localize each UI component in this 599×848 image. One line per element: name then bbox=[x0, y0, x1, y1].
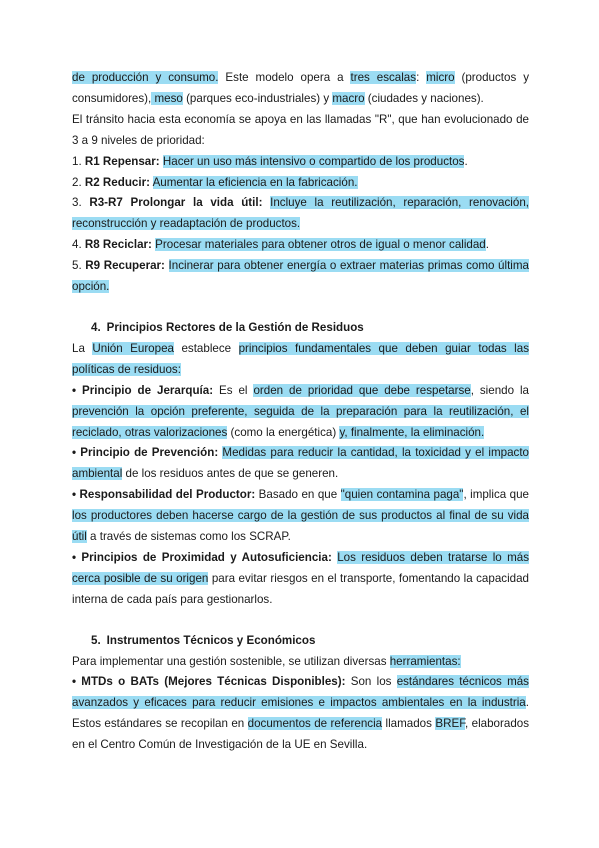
text: , implica que bbox=[463, 488, 529, 502]
highlight: Incinerar para obtener energía o extraer materias primas como última opción. bbox=[72, 259, 529, 294]
text: para evitar riesgos en el transporte, fomentando la capacidad interna de cada país para gestionarlos. bbox=[72, 571, 529, 606]
highlight: orden de prioridad que debe respetarse bbox=[253, 383, 471, 397]
highlight: macro bbox=[332, 91, 365, 105]
highlight: Medidas para reducir la cantidad, la toxicidad y el impacto ambiental bbox=[72, 446, 530, 481]
text: , siendo la bbox=[470, 383, 530, 397]
section-5-intro bbox=[72, 652, 529, 673]
text: . Estos estándares se recopilan en bbox=[72, 696, 529, 731]
text: llamados bbox=[382, 717, 436, 731]
highlight: herramientas: bbox=[389, 654, 461, 668]
r-item-3 bbox=[72, 193, 529, 235]
text: La bbox=[72, 341, 93, 355]
highlight: "quien contamina paga" bbox=[340, 488, 464, 502]
highlight: y, finalmente, la eliminación. bbox=[339, 425, 485, 439]
principle-label: • Principios de Proximidad y Autosuficiencia: bbox=[72, 550, 332, 564]
principle-prevention bbox=[72, 443, 529, 485]
text: (parques eco-industriales) y bbox=[182, 91, 333, 105]
item-label: R9 Recuperar: bbox=[85, 259, 165, 273]
section-5-heading bbox=[72, 631, 529, 652]
item-number: 5. bbox=[72, 259, 86, 273]
r-item-4 bbox=[72, 235, 529, 256]
text: de los residuos antes de que se generen. bbox=[122, 467, 339, 481]
section-title: Instrumentos Técnicos y Económicos bbox=[106, 633, 316, 647]
text: Basado en que bbox=[255, 488, 341, 502]
intro-paragraph bbox=[72, 68, 529, 110]
highlight: Hacer un uso más intensivo o compartido de los productos bbox=[162, 154, 465, 168]
item-label: R2 Reducir: bbox=[84, 175, 150, 189]
item-number: 4. bbox=[72, 238, 85, 252]
section-4-heading bbox=[72, 318, 529, 339]
text: , elaborados en el Centro Común de Investigación de la UE en Sevilla. bbox=[72, 717, 530, 752]
highlight: meso bbox=[151, 91, 183, 105]
highlight: prevención la opción preferente, seguida de la preparación para la reutilización, el reciclado, otras valorizaciones bbox=[72, 404, 529, 439]
item-label: R1 Repensar: bbox=[84, 154, 160, 168]
text: Para implementar una gestión sostenible, se utilizan diversas bbox=[72, 654, 390, 668]
r-levels-intro: El tránsito hacia esta economía se apoya en las llamadas "R", que han evolucionado de 3 a 9 niveles de prioridad: bbox=[72, 112, 529, 147]
r-item-1 bbox=[72, 152, 529, 173]
highlight: de producción y consumo. bbox=[72, 71, 219, 84]
r-item-2 bbox=[72, 173, 529, 194]
highlight: Incluye la reutilización, reparación, renovación, reconstrucción y readaptación de productos. bbox=[72, 196, 529, 231]
section-number: 4. bbox=[91, 320, 101, 334]
highlight: tres escalas bbox=[350, 71, 417, 84]
highlight: estándares técnicos más avanzados y eficaces para reducir emisiones e impactos ambientales en la industria bbox=[72, 675, 529, 710]
highlight: micro bbox=[426, 71, 455, 84]
text: establece bbox=[173, 341, 239, 355]
principle-label: • Principio de Jerarquía: bbox=[72, 383, 214, 397]
principle-hierarchy bbox=[72, 381, 529, 444]
highlight: Los residuos deben tratarse lo más cerca posible de su origen bbox=[72, 550, 529, 585]
highlight: principios fundamentales que deben guiar todas las políticas de residuos: bbox=[72, 341, 529, 376]
text: Son los bbox=[345, 675, 397, 689]
text: Este modelo opera a bbox=[218, 71, 351, 84]
mtds-label: • MTDs o BATs (Mejores Técnicas Disponibles): bbox=[72, 675, 346, 689]
section-number: 5. bbox=[91, 633, 101, 647]
section-title: Principios Rectores de la Gestión de Residuos bbox=[106, 320, 364, 334]
r-item-5 bbox=[72, 256, 529, 298]
text: . bbox=[464, 154, 468, 168]
highlight: BREF bbox=[435, 717, 465, 731]
section-4-intro bbox=[72, 339, 529, 381]
text: (ciudades y naciones). bbox=[364, 91, 484, 105]
text: (como la energética) bbox=[227, 425, 340, 439]
item-label: R8 Reciclar: bbox=[84, 238, 152, 252]
item-label: R3-R7 Prolongar la vida útil: bbox=[89, 196, 263, 210]
text: . bbox=[485, 238, 489, 252]
highlight: Procesar materiales para obtener otros de igual o menor calidad bbox=[155, 238, 486, 252]
text: Es el bbox=[213, 383, 254, 397]
highlight: los productores deben hacerse cargo de la gestión de sus productos al final de su vida útil bbox=[72, 509, 529, 544]
principle-producer-responsibility bbox=[72, 485, 529, 548]
item-number: 2. bbox=[72, 175, 85, 189]
highlight: documentos de referencia bbox=[247, 717, 383, 731]
mtds-paragraph bbox=[72, 672, 529, 756]
item-number: 1. bbox=[72, 154, 85, 168]
highlight: Aumentar la eficiencia en la fabricación. bbox=[152, 175, 358, 189]
text: a través de sistemas como los SCRAP. bbox=[86, 530, 291, 544]
principle-label: • Responsabilidad del Productor: bbox=[72, 488, 256, 502]
text: : bbox=[416, 71, 427, 84]
principle-proximity bbox=[72, 548, 529, 611]
highlight: Unión Europea bbox=[92, 341, 174, 355]
item-number: 3. bbox=[72, 196, 90, 210]
text: (productos y consumidores), bbox=[72, 71, 530, 105]
principle-label: • Principio de Prevención: bbox=[72, 446, 219, 460]
